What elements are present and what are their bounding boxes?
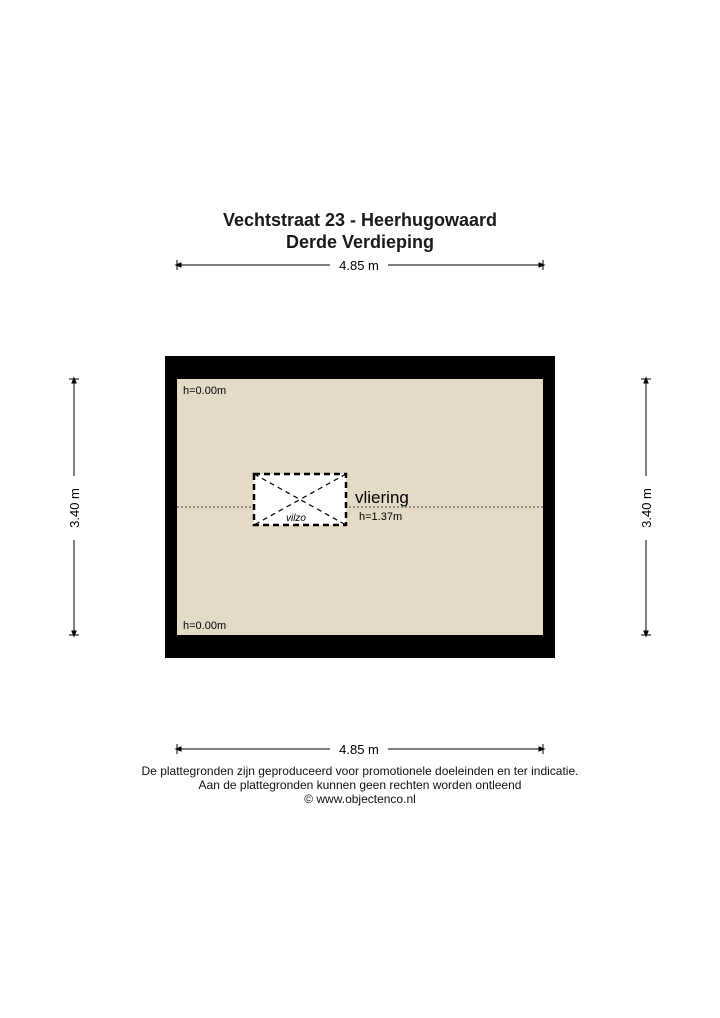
- bottom-dimension-label: 4.85 m: [339, 742, 379, 757]
- bottom-dimension: [177, 742, 543, 757]
- floor-name: Derde Verdieping: [285, 232, 435, 252]
- room-height: h=1.37m: [359, 511, 403, 523]
- right-dimension-label: 3.40 m: [639, 488, 654, 528]
- top-edge-height: h=0.00m: [183, 385, 227, 397]
- left-dimension-label: 3.40 m: [67, 488, 82, 528]
- disclaimer-line-2: Aan de plattegronden kunnen geen rechten worden ontleend: [198, 778, 522, 792]
- top-dimension: [177, 258, 543, 273]
- hatch-label: vilzo: [285, 513, 307, 524]
- room-name: vliering: [355, 488, 409, 507]
- copyright-line: © www.objectenco.nl: [304, 792, 416, 806]
- room-floor: [177, 379, 543, 635]
- plan-title: Vechtstraat 23 - Heerhugowaard: [222, 210, 498, 230]
- bottom-edge-height: h=0.00m: [183, 620, 227, 632]
- roof-hatch: [254, 474, 346, 525]
- right-dimension: [639, 379, 654, 635]
- left-dimension: [67, 379, 82, 635]
- disclaimer-line-1: De plattegronden zijn geproduceerd voor promotionele doeleinden en ter indicatie.: [141, 764, 579, 778]
- top-dimension-label: 4.85 m: [339, 258, 379, 273]
